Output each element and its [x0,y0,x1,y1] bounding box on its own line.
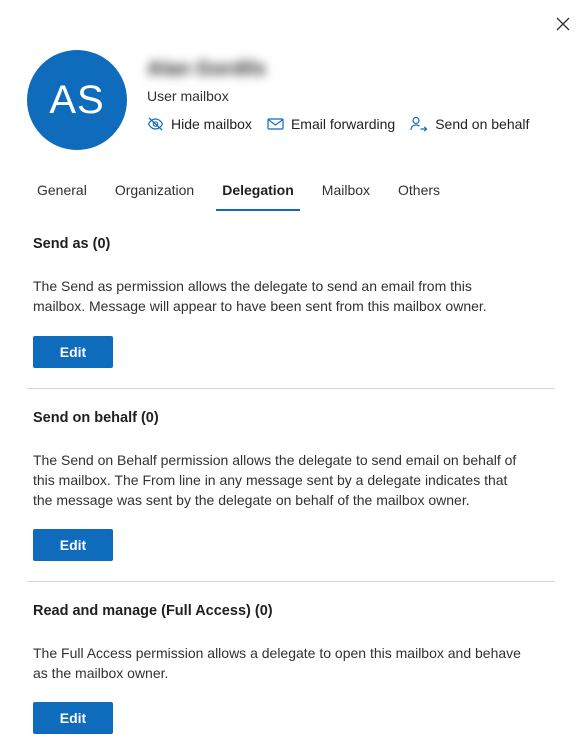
send-as-section [33,236,553,252]
section-title: Send on behalf (0) [33,410,159,426]
quick-actions [147,116,544,132]
user-name: Alan Gordils [147,58,266,80]
description-line: mailbox. Message will appear to have been sent from this mailbox owner. [33,298,487,314]
section-description [33,276,553,316]
description-line: The Send as permission allows the delegate to send an email from this [33,278,472,294]
description-line: The Full Access permission allows a delegate to open this mailbox and behave [33,645,521,661]
description-line: the message was sent by the delegate on behalf of the mailbox owner. [33,492,470,508]
tab-delegation[interactable]: Delegation [208,174,308,212]
description-line: this mailbox. The From line in any message sent by a delegate indicates that [33,472,508,488]
full-access-section [33,603,553,619]
section-description [33,450,553,510]
section-title: Read and manage (Full Access) (0) [33,603,273,619]
tab-general[interactable]: General [37,182,87,198]
send-on-behalf-button[interactable] [410,116,529,132]
tab-bar [23,174,454,212]
tab-mailbox[interactable]: Mailbox [321,182,371,198]
close-button[interactable] [553,14,573,34]
send-on-behalf-section [33,410,553,426]
send-on-behalf-actions [33,529,553,561]
email-forwarding-label: Email forwarding [290,116,396,132]
hide-mailbox-label: Hide mailbox [171,116,252,132]
edit-full-access-button[interactable]: Edit [33,702,113,734]
avatar: AS [27,50,127,150]
divider [27,581,555,582]
edit-send-as-button[interactable]: Edit [33,336,113,368]
mail-icon [267,117,284,131]
send-on-behalf-label: Send on behalf [435,116,530,132]
tab-organization[interactable]: Organization [114,182,195,198]
full-access-actions [33,702,553,734]
tab-others[interactable]: Others [398,182,441,198]
description-line: as the mailbox owner. [33,665,169,681]
send-as-actions [33,336,553,368]
edit-send-on-behalf-button[interactable]: Edit [33,529,113,561]
user-type: User mailbox [147,88,229,104]
user-header [27,50,567,154]
section-title: Send as (0) [33,236,111,252]
section-description [33,643,553,683]
person-send-icon [410,116,428,132]
close-icon [556,17,570,31]
description-line: The Send on Behalf permission allows the delegate to send email on behalf of [33,452,517,468]
email-forwarding-button[interactable] [267,116,395,132]
divider [27,388,555,389]
hide-mailbox-button[interactable] [147,116,252,132]
hide-mailbox-icon [147,117,164,131]
